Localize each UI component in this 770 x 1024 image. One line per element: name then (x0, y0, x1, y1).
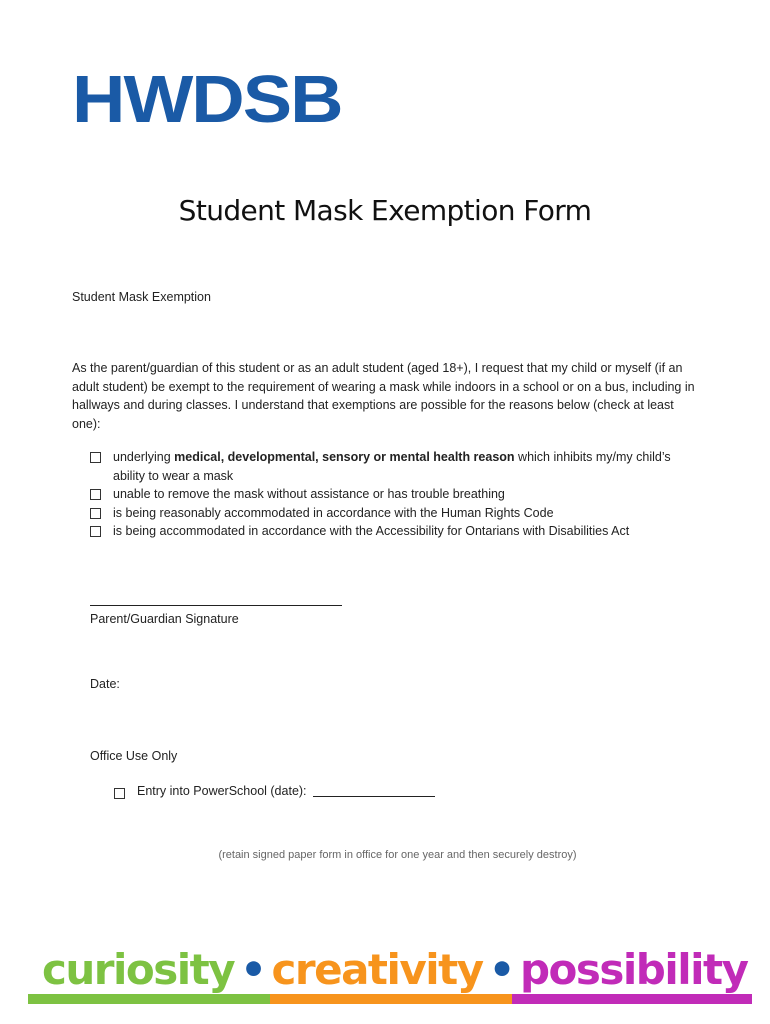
reason-checkbox-human-rights[interactable] (90, 508, 101, 519)
reason-checkbox-breathing[interactable] (90, 489, 101, 500)
reason-medical-emphasis: medical, developmental, sensory or mental health reason (174, 450, 515, 464)
page-title: Student Mask Exemption Form (178, 194, 592, 227)
retain-note: (retain signed paper form in office for one year and then securely destroy) (218, 849, 577, 861)
slogan-word-creativity: creativity (271, 945, 483, 994)
slogan-word-possibility: possibility (519, 945, 748, 994)
signature-label: Parent/Guardian Signature (90, 612, 239, 626)
footer-bar-green (28, 994, 270, 1004)
reason-label-accessibility: is being accommodated in accordance with the Accessibility for Ontarians with Disabilities Act (113, 524, 630, 538)
reason-medical-prefix: underlying (113, 450, 175, 464)
powerschool-entry-checkbox[interactable] (114, 788, 125, 799)
powerschool-date-line[interactable] (313, 784, 435, 797)
slogan-separator-2: • (488, 945, 514, 994)
reason-checkbox-accessibility[interactable] (90, 526, 101, 537)
reason-label-medical (113, 448, 690, 485)
hwdsb-logo: HWDSB (72, 61, 342, 137)
slogan-separator-1: • (240, 945, 266, 994)
intro-paragraph: As the parent/guardian of this student or as an adult student (aged 18+), I request that my child or myself (if an adult student) be exempt to the requirement of wearing a mask while indoors in a school or on a bus, including in hallways and during classes. I understand that exemptions are possible for the reasons below (check at least one): (72, 361, 695, 431)
signature-line[interactable] (90, 605, 342, 606)
reason-label-breathing: unable to remove the mask without assistance or has trouble breathing (113, 487, 505, 501)
reason-checkbox-medical[interactable] (90, 452, 101, 463)
form-subtitle: Student Mask Exemption (72, 290, 211, 304)
footer-color-bar (28, 994, 752, 1004)
reason-medical-suffix: which inhibits my/my child’s ability to wear a mask (113, 450, 671, 483)
reason-label-human-rights: is being reasonably accommodated in accordance with the Human Rights Code (113, 505, 554, 520)
exemption-reasons-list (90, 448, 690, 541)
powerschool-entry-row (114, 784, 435, 799)
date-label: Date: (90, 677, 120, 691)
footer-bar-orange (270, 994, 512, 1004)
reason-item-medical (90, 448, 690, 485)
office-use-heading: Office Use Only (90, 749, 178, 763)
reason-item-breathing (90, 485, 690, 504)
slogan-word-curiosity: curiosity (42, 945, 235, 994)
reason-item-accessibility (90, 522, 690, 541)
footer-slogan (42, 944, 748, 996)
powerschool-entry-label: Entry into PowerSchool (date): (137, 784, 307, 798)
reason-item-human-rights (90, 504, 690, 523)
footer-bar-purple (512, 994, 752, 1004)
